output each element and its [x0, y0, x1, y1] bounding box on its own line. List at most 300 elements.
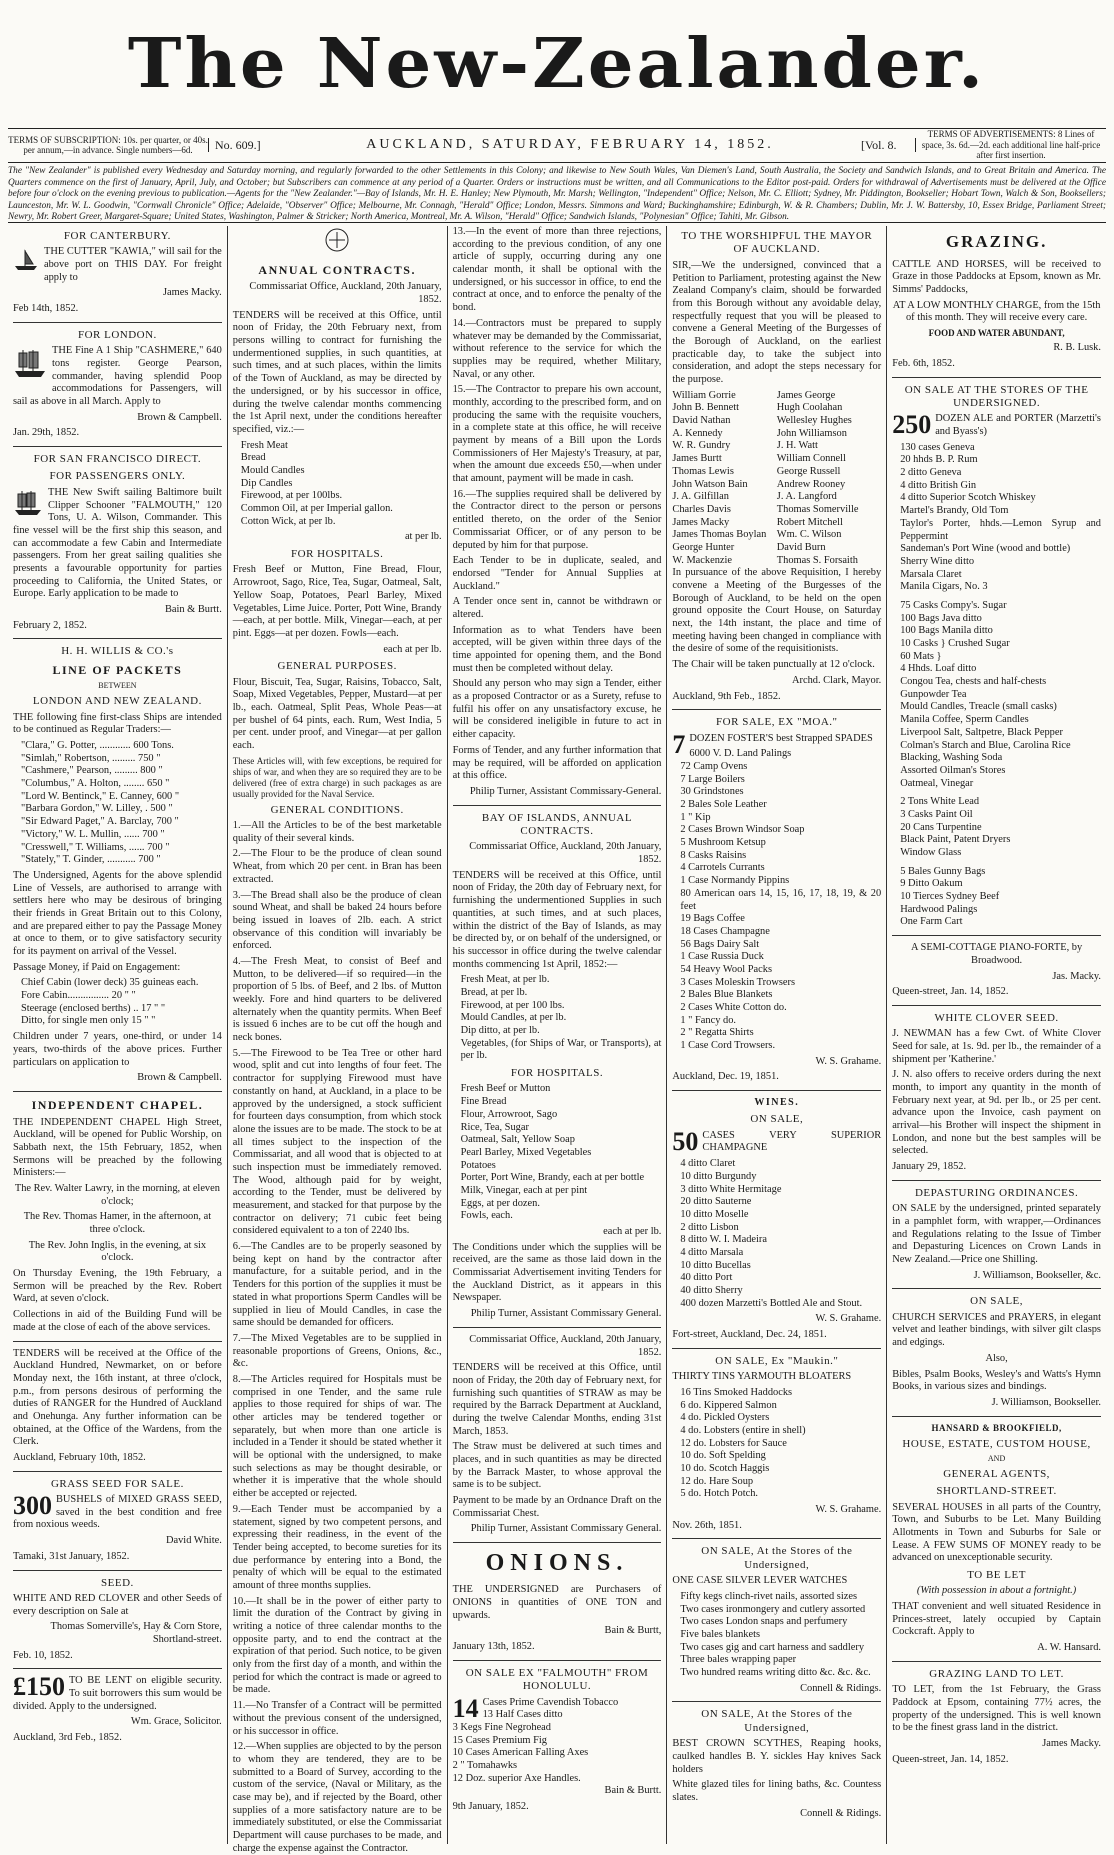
list-item: Firewood, at per 100 lbs.	[460, 999, 565, 1011]
ad-date: Auckland, 9th Feb., 1852.	[672, 690, 781, 702]
ad-signature: W. S. Grahame.	[815, 1055, 882, 1067]
list-item: 10 Cases American Falling Axes	[452, 1747, 589, 1759]
list-item: William Gorrie	[672, 389, 736, 401]
list-item: Black Paint, Patent Dryers	[900, 834, 1011, 846]
condition: 5.—The Firewood to be Tea Tree or other hard wood, split and cut into lengths of four feet. The contractor for supplying Firewood must have constantly on hand, at Auckland, in a place to be approved by the undersigned, a stock sufficient for fourteen days consumption, from which stock alone the issues are to be made. The stock to be at all times subject to the inspection of the Commissariat, and all wood that is objected to at such inspection must be immediately removed. The Wood, although paid for by weight, according to the Tender, must be delivered by measurement, and stacked for that purpose by the contractor on delivery; 71 cubic feet being considered equivalent to a ton of 2240 lbs.	[232, 1047, 442, 1237]
list-item: 4 do. Lobsters (entire in shell)	[680, 1424, 806, 1436]
ad-signature: R. B. Lusk.	[1053, 342, 1101, 354]
list-item: Eggs, at per dozen.	[460, 1197, 540, 1209]
list-item: 10 ditto Bucellas	[680, 1259, 751, 1271]
ad-text: 7 DOZEN FOSTER'S best Strapped SPADES	[672, 729, 873, 759]
list-item: James Macky	[672, 516, 730, 528]
list-item: Three bales wrapping paper	[680, 1654, 797, 1666]
ad-text: SIR,—We the undersigned, convinced that a Petition to Parliament, protesting against the New Zealand Company's claim, should be forwarded from this Borough without any avoidable delay, respectfully request that you will be pleased to convene a General Meeting of the Burgesses of the Borough of Auckland, on the earliest practicable day, to take the subject into consideration, and adopt the steps necessary for the purpose.	[672, 259, 882, 385]
list-item: "Sir Edward Paget," A. Barclay, 700 "	[21, 816, 179, 828]
ad-date: Fort-street, Auckland, Dec. 24, 1851.	[672, 1329, 827, 1341]
ad-text: CATTLE AND HORSES, will be received to Graze in those Paddocks at Epsom, known as Mr. Simms' Paddocks,	[892, 258, 1101, 296]
ad-date: Auckland, 3rd Feb., 1852.	[13, 1732, 122, 1744]
ad-heading: GRASS SEED FOR SALE.	[50, 1477, 184, 1490]
list-item: Window Glass	[900, 847, 962, 859]
list-item: "Columbus," A. Holton, ........ 650 "	[21, 778, 170, 790]
list-item: 19 Bags Coffee	[680, 913, 745, 925]
list-item: James Thomas Boylan	[672, 529, 767, 541]
list-item: 5 Mushroom Ketsup	[680, 837, 766, 849]
list-item: Potatoes	[460, 1159, 496, 1171]
list-item: "Victory," W. L. Mullin, ...... 700 "	[21, 828, 165, 840]
ship-icon	[13, 489, 43, 522]
list-item: James George	[776, 389, 836, 401]
list-item: Mould Candles, Treacle (small casks)	[900, 701, 1057, 713]
ad-signature: A. W. Hansard.	[1037, 1642, 1101, 1654]
condition: 10.—It shall be in the power of either party to limit the duration of the Contract by giving in writing a notice of three calendar months to the opposite party, and to end the contract at the expiration of that period. Such notice, to be given only from the first day of a month, and within the period for which the contract is made or agreed to be made.	[232, 1595, 442, 1696]
list-item: 2 Tons White Lead	[900, 796, 980, 808]
ad-subheading: SHORTLAND-STREET.	[936, 1485, 1057, 1498]
list-item: 2 " Regatta Shirts	[680, 1027, 754, 1039]
ad-text: TENDERS will be received at this Office, until noon of Friday, the 20th day of February next, for furnishing the undermentioned Supplies in such quantities, at such times, and at such places, within the district of the Bay of Islands, as may be directed by, or on behalf of the undersigned, or his successor in office during the twelve calendar months commencing 1st April, 1852:—	[452, 869, 662, 970]
list-item: David Burn	[776, 541, 826, 553]
fare-list	[21, 977, 222, 1028]
ship-icon	[13, 347, 47, 384]
list-item: 2 Cases White Cotton do.	[680, 1002, 787, 1014]
list-item: 30 Grindstones	[680, 786, 744, 798]
volume-number: [Vol. 8.	[861, 138, 916, 153]
rate-note: each at per lb.	[383, 643, 442, 655]
list-item: 12 do. Lobsters for Sauce	[680, 1437, 787, 1449]
list-item: Two cases gig and cart harness and saddlery	[680, 1641, 865, 1653]
ad-signature: Philip Turner, Assistant Commissary-General.	[469, 785, 662, 797]
ad-text: The Chair will be taken punctually at 12 o'clock.	[672, 659, 875, 671]
ad-text: FOOD AND WATER ABUNDANT,	[928, 328, 1065, 339]
issue-date: AUCKLAND, SATURDAY, FEBRUARY 14, 1852.	[366, 137, 774, 153]
subscription-terms: TERMS OF SUBSCRIPTION: 10s. per quarter, or 40s. per annum,—in advance. Single numbers—6d.	[8, 134, 208, 155]
ad-heading: ON SALE, Ex "Maukin."	[715, 1354, 839, 1367]
list-item: 1 Case Normandy Pippins	[680, 875, 790, 887]
list-item: 16 Tins Smoked Haddocks	[680, 1386, 793, 1398]
list-item: W. R. Gundry	[672, 440, 731, 452]
list-item: 72 Camp Ovens	[680, 760, 748, 772]
list-item: William Connell	[776, 453, 846, 465]
list-item: 3 Cases Moleskin Trowsers	[680, 976, 795, 988]
ad-office: Commissariat Office, Auckland, 20th January, 1852.	[469, 841, 662, 866]
list-item: "Barbara Gordon," W. Lilley, . 500 "	[21, 803, 173, 815]
ad-text: The Undersigned, Agents for the above splendid Line of Vessels, are authorised to arrange with settlers here who may be desirous of bringing their friends in Great Britain out to this Colony, and are prepared either to pay the Passage Money at once to them, or to give satisfactory security for its payment on arrival of the Vessel.	[13, 869, 222, 957]
list-item: 18 Cases Champagne	[680, 925, 770, 937]
list-item: 8 ditto W. I. Madeira	[680, 1234, 767, 1246]
list-item: Thomas Lewis	[672, 465, 734, 477]
list-item: Liverpool Salt, Saltpetre, Black Pepper	[900, 726, 1063, 738]
ad-text: BEST CROWN SCYTHES, Reaping hooks, caulked handles B. Y. sickles Hay knives Sack holders	[672, 1738, 882, 1775]
list-item: John Williamson	[776, 427, 847, 439]
ad-text: TENDERS will be received at this Office, until noon of Friday, the 20th day of February next, for furnishing such quantities of STRAW as may be required by the Barrack Department at Auckland, during the twelve Calendar Months, ending 31st March, 1853.	[452, 1362, 662, 1437]
list-item: Two cases ironmongery and cutlery assorted	[680, 1603, 866, 1615]
ad-heading: FOR SAN FRANCISCO DIRECT.	[33, 453, 202, 466]
ad-heading: INDEPENDENT CHAPEL.	[31, 1097, 204, 1112]
condition: 2.—The Flour to be the produce of clean sound Wheat, from which 20 per cent. in Bran has been extracted.	[232, 848, 442, 885]
ad-text: The Rev. John Inglis, in the evening, at six o'clock.	[28, 1239, 207, 1264]
ad-text: THE Fine A 1 Ship "CASHMERE," 640 tons register. George Pearson, commander, having splendid Poop accommodations for Passengers, will sail as above in all March. Apply to	[13, 345, 222, 407]
cargo-list	[680, 1591, 881, 1680]
ad-date: 9th January, 1852.	[452, 1801, 529, 1813]
list-item: Hardwood Palings	[900, 903, 978, 915]
ad-heading: BAY OF ISLANDS, ANNUAL CONTRACTS.	[481, 811, 633, 837]
ad-subheading: FOR PASSENGERS ONLY.	[49, 470, 186, 483]
ad-text: THE following fine first-class Ships are intended to be continued as Regular Traders:—	[13, 711, 222, 736]
list-item: Milk, Vinegar, each at per pint	[460, 1184, 588, 1196]
ad-text: THE UNDERSIGNED are Purchasers of ONIONS in quantities of ONE TON and upwards.	[452, 1584, 662, 1621]
list-item: J. A. Gilfillan	[672, 491, 729, 503]
ad-text: 50 CASES VERY SUPERIOR CHAMPAGNE	[672, 1126, 882, 1156]
ad-text: CHURCH SERVICES and PRAYERS, in elegant velvet and leather bindings, with silver gilt clasps and edgings.	[892, 1311, 1101, 1349]
ad-signature: James Macky.	[163, 287, 222, 299]
list-item: 6000 V. D. Land Palings	[689, 748, 792, 760]
ad-office: Commissariat Office, Auckland, 20th January, 1852.	[469, 1333, 662, 1358]
list-item: Thomas S. Forsaith	[776, 554, 858, 566]
ad-signature: Wm. Grace, Solicitor.	[130, 1716, 222, 1728]
list-item: 20 Cans Turpentine	[900, 821, 982, 833]
list-item: George Russell	[776, 465, 841, 477]
list-item: John Watson Bain	[672, 478, 748, 490]
list-item: Bread, at per lb.	[460, 986, 528, 998]
list-item: 100 Bags Manila ditto	[900, 625, 993, 637]
list-item: 2 " Tomahawks	[452, 1760, 518, 1772]
ad-text: (With possession in about a fortnight.)	[916, 1585, 1077, 1597]
list-item: 1 Case Cord Trowsers.	[680, 1040, 776, 1052]
list-item: James Burtt	[672, 453, 722, 465]
condition: Forms of Tender, and any further information that may be required, will be afforded on application at this office.	[452, 744, 662, 782]
item-list	[461, 974, 662, 1063]
ad-date: Auckland, February 10th, 1852.	[13, 1452, 146, 1463]
ad-subheading: AND	[987, 1453, 1006, 1463]
list-item: Fore Cabin................ 20 " "	[21, 990, 136, 1002]
list-item: 20 hhds B. P. Rum	[900, 454, 978, 466]
ad-text: TO LET, from the 1st February, the Grass Paddock at Epsom, containing 77½ acres, the property of the undersigned. This is well known to be the finest grass land in the district.	[892, 1684, 1101, 1734]
rate-note: each at per lb.	[603, 1226, 662, 1238]
ad-heading: ON SALE, At the Stores of the Undersigned,	[701, 1545, 853, 1571]
ad-date: January 13th, 1852.	[452, 1641, 535, 1653]
ad-heading: ANNUAL CONTRACTS.	[258, 262, 416, 277]
list-item: 2 ditto Lisbon	[680, 1221, 739, 1233]
ad-heading: ON SALE EX "FALMOUTH" FROM HONOLULU.	[465, 1666, 649, 1693]
ad-heading: TO BE LET	[967, 1568, 1026, 1581]
ad-signature: Philip Turner, Assistant Commissary General.	[470, 1308, 662, 1320]
list-item: David Nathan	[672, 415, 731, 427]
signatory-list	[672, 390, 881, 568]
ad-subheading: GENERAL AGENTS,	[943, 1467, 1050, 1480]
list-item: Fifty kegs clinch-rivet nails, assorted sizes	[680, 1590, 857, 1602]
item-list	[241, 440, 442, 529]
ad-text: THE New Swift sailing Baltimore built Clipper Schooner "FALMOUTH," 120 Tons, U. A. Wilson, Commander. This fine vessel will be the first ship this season, and can accommodate a few Cabin and Intermediate passengers. From her great sailing qualities she presents a favourable opportunity for parties proceeding to California, the United States, or Europe. Early application to be made to	[13, 486, 222, 600]
ad-subheading: BETWEEN	[98, 681, 137, 691]
list-item: 10 Tierces Sydney Beef	[900, 891, 1000, 903]
list-item: Two cases London snaps and perfumery	[680, 1616, 848, 1628]
rate-note: at per lb.	[404, 531, 442, 543]
ad-text: Children under 7 years, one-third, or under 14 years, two-thirds of the above prices. Further particulars on application to	[13, 1031, 222, 1068]
ad-heading: ON SALE,	[970, 1295, 1024, 1308]
list-item: Gunpowder Tea	[900, 688, 967, 700]
ad-date: February 2, 1852.	[13, 619, 87, 631]
list-item: Blacking, Washing Soda	[900, 752, 1003, 764]
list-item: Chief Cabin (lower deck) 35 guineas each.	[21, 977, 199, 989]
list-item: Wm. C. Wilson	[776, 529, 842, 541]
ad-text: Fresh Beef or Mutton, Fine Bread, Flour, Arrowroot, Sago, Rice, Tea, Sugar, Oatmeal, Salt, Yellow Soap, Potatoes, Pearl Barley, Mixed Vegetables, Lime Juice. Porter, Pott Wine, Brandy—each, at per bottle. Milk, Vinegar—each, at per pint. Eggs—at per dozen. Fowls—each.	[232, 564, 442, 639]
list-item: 56 Bags Dairy Salt	[680, 938, 760, 950]
condition: 13.—In the event of more than three rejections, according to the previous condition, of any one article of supply, occurring during any one calendar month, it shall be optional with the undersigned, or his successor in office, to end the contract at once, and to enforce the penalty of the bond.	[452, 226, 662, 314]
list-item: J. H. Watt	[776, 440, 818, 452]
list-item: 1 Case Russia Duck	[680, 951, 764, 963]
list-item: 2 ditto Geneva	[900, 467, 962, 479]
ad-signature: Bain & Burtt,	[604, 1625, 662, 1637]
ad-signature: W. S. Grahame.	[815, 1504, 882, 1516]
ad-text: THIRTY TINS YARMOUTH BLOATERS	[672, 1371, 852, 1383]
ad-heading: FOR HOSPITALS.	[510, 1067, 604, 1080]
ad-subheading: HOUSE, ESTATE, CUSTOM HOUSE,	[902, 1437, 1091, 1450]
ad-text: Flour, Biscuit, Tea, Sugar, Raisins, Tobacco, Salt, Soap, Mixed Vegetables, Pepper, Mustard—at per lb., each. Oatmeal, Split Peas, Whole Peas—at per bushel of 64 pints, each. Rum, West India, 5 per cent. under proof, and Vinegar—at per gallon each.	[232, 676, 442, 752]
ad-text: The Conditions under which the supplies will be received, are the same as those laid down in the Commissariat Advertisement inviting Tenders for the Auckland District, as it appears in this Newspaper.	[452, 1241, 662, 1304]
ad-heading: GENERAL CONDITIONS.	[270, 803, 404, 816]
ad-signature: Bain & Burtt.	[604, 1785, 662, 1797]
crest-icon	[233, 226, 442, 259]
list-item: 4 Carrotels Currants	[680, 862, 765, 874]
list-item: 4 ditto Marsala	[680, 1246, 744, 1258]
list-item: Sandeman's Port Wine (wood and bottle)	[900, 543, 1071, 555]
condition: 3.—The Bread shall also be the produce of clean sound Wheat, and shall be baked 24 hours before being issued in loaves of 2lb. each. A strict observance of this condition will invariably be enforced.	[232, 889, 442, 952]
list-item: Rice, Tea, Sugar	[460, 1121, 529, 1133]
list-item: 10 ditto Moselle	[680, 1208, 749, 1220]
list-item: Thomas Somerville	[776, 503, 859, 515]
list-item: Hugh Coolahan	[776, 402, 843, 414]
ad-signature: Bain & Burtt.	[164, 604, 222, 616]
list-item: 4 Hhds. Loaf ditto	[900, 663, 977, 675]
list-item: "Cashmere," Pearson, ......... 800 "	[21, 765, 163, 777]
ad-subheading: ON SALE,	[750, 1113, 804, 1126]
ad-text: TENDERS will be received at the Office of the Auckland Hundred, Newmarket, on or before Monday next, the 16th instant, at three o'clock, p.m., from persons desirous of performing the duties of RANGER for the Hundred of Auckland and Onehunga. Any further information can be obtained, at the Office of the Wardens, from the Clerk.	[13, 1347, 222, 1448]
list-item: 5 Bales Gunny Bags	[900, 865, 986, 877]
list-item: 1 " Fancy do.	[680, 1014, 737, 1026]
list-item: 10 do. Scotch Haggis	[680, 1462, 770, 1474]
list-item: 2 Cases Brown Windsor Soap	[680, 824, 805, 836]
list-item: 400 dozen Marzetti's Bottled Ale and Stout.	[680, 1297, 863, 1309]
ad-date: Nov. 26th, 1851.	[672, 1519, 742, 1531]
list-item: J. A. Langford	[776, 491, 837, 503]
list-item: 4 ditto British Gin	[900, 479, 977, 491]
condition: Should any person who may sign a Tender, either as a proposed Contractor or as a Surety, refuse to fulfil his offer on any unsatisfactory excuse, he will be considered ineligible in future to act in either capacity.	[452, 678, 662, 741]
list-item: One Farm Cart	[900, 916, 963, 928]
publisher-notice: The "New Zealander" is published every Wednesday and Saturday morning, and regularly forwarded to the other Settlements in this Colony; and likewise to New South Wales, Van Diemen's Land, South Australia, the Society and Sandwich Islands, and to Great Britain and America. The Quarters commence on the first of January, April, July, and October; but Subscribers can commence at any period of a Quarter. Orders or instructions must be written, and all Communications to the Editor post-paid. Orders for withdrawal of Advertisements must be delivered at the Office before four o'clock on the evening previous to publication.—Agents for the "New Zealander."—Bay of Islands, Mr. H. E. Hanley; New Plymouth, Mr. Marsh; Wellington, "Independent" Office; Nelson, Mr. C. Elliott; Sydney, Mr. Piddington, Bookseller; Hobart Town, Walch & Son, Booksellers; Launceston, Mr. W. L. Goodwin, "Cornwall Chronicle" Office; Adelaide, "Observer" Office; Melbourne, Mr. Connagh, "Herald" Office; London, Messrs. Simmons and Ward; Buckinghamshire; Edinburgh, W. & R. Chambers; Dublin, Mr. J. W. Battersby, 10, Essex Bridge, Parliament Street; Newry, Mr. Robert Greer, Margaret-Square; United States, Washington, Palmer & Stricker; North America, Montreal, Mr. A. Wilson, "Herald" Office; Sandwich Islands, "Polynesian" Office; Tahiti, Mr. Gibson.	[8, 166, 1106, 223]
ad-text: Collections in aid of the Building Fund will be made at the close of each of the above services.	[13, 1309, 222, 1333]
list-item: 4 do. Pickled Oysters	[680, 1412, 770, 1424]
ad-heading: GRAZING LAND TO LET.	[929, 1667, 1064, 1680]
ad-text: White glazed tiles for lining baths, &c. Countess slates.	[672, 1779, 882, 1803]
condition: A Tender once sent in, cannot be withdrawn or altered.	[452, 596, 662, 620]
list-item: Vegetables, (for Ships of War, or Transports), at per lb.	[460, 1037, 662, 1062]
ad-text: A SEMI-COTTAGE PIANO-FORTE, by Broadwood.	[911, 942, 1083, 966]
ad-heading: ONIONS.	[485, 1550, 629, 1577]
list-item: Fowls, each.	[460, 1210, 513, 1222]
cargo-list: 14 Cases Prime Cavendish Tobacco 13 Half Cases ditto 3 Kegs Fine Negrohead 15 Cases Premium Fig 10 Cases American Falling Axes 2 " Tomahawks 12 Doz. superior Axe Handles.	[453, 1697, 662, 1786]
list-item: "Simlah," Robertson, ......... 750 "	[21, 752, 161, 764]
list-item: Fresh Beef or Mutton	[460, 1083, 551, 1095]
condition: 12.—When supplies are objected to by the person to whom they are tendered, they are to be submitted to a Board of Survey, according to the custom of the service, (Naval or Military, as the case may be), and if rejected by the Board, other supplies of a more satisfactory nature are to be immediately substituted, or else the Commissariat Department will cause purchases to be made, and charge the expense against the Contractor.	[232, 1741, 442, 1854]
ad-heading: WINES.	[754, 1097, 800, 1109]
ship-list	[21, 740, 222, 867]
list-item: 60 Mats }	[900, 650, 942, 662]
list-item: 9 Ditto Oakum	[900, 878, 963, 890]
list-item: Dip ditto, at per lb.	[460, 1025, 540, 1036]
list-item: 3 ditto White Hermitage	[680, 1183, 782, 1195]
ad-text: The Straw must be delivered at such times and places, and in such quantities as may be directed by the Barrack Master, to whose approval the same is to be subject.	[452, 1441, 662, 1491]
ad-text: Bibles, Psalm Books, Wesley's and Watts's Hymn Books, in various sizes and bindings.	[892, 1368, 1101, 1393]
list-item: Bread	[240, 452, 266, 464]
ad-heading: GENERAL PURPOSES.	[277, 660, 397, 673]
column-3	[448, 226, 668, 1844]
ad-signature: James Macky.	[1042, 1737, 1101, 1749]
list-item: W. Mackenzie	[672, 554, 733, 566]
ad-signature: Archd. Clark, Mayor.	[792, 674, 882, 686]
cargo-list	[680, 748, 881, 1053]
ad-text: 300 BUSHELS of MIXED GRASS SEED, saved in the best condition and free from noxious weeds.	[13, 1491, 222, 1531]
list-item: Andrew Rooney	[776, 478, 846, 490]
list-item: "Clara," G. Potter, ............ 600 Tons.	[21, 740, 174, 751]
list-item: 40 ditto Sherry	[680, 1285, 743, 1296]
ad-heading: TO THE WORSHIPFUL THE MAYOR OF AUCKLAND.	[681, 230, 873, 256]
ad-signature: Connell & Ridings.	[800, 1807, 882, 1819]
condition: 15.—The Contractor to prepare his own account, monthly, according to the prescribed form, and on producing the same with the requisite vouchers, in a complete state at this office, he will receive payment by means of a Bill upon the Lords Commissioners of Her Majesty's Treasury, at par, when the amount due exceeds £50,—when under that amount, payment will be made in cash.	[452, 384, 662, 485]
ad-text: 250 DOZEN ALE and PORTER (Marzetti's and Byass's)	[892, 410, 1101, 440]
ad-heading: FOR HOSPITALS.	[291, 548, 384, 561]
condition: 6.—The Candles are to be properly seasoned by being kept on hand by the contractor after manufacture, for a suitable period, and in the Tenders for this portion of the supplies it must be stated in what proportions Sperm Candles will be supplied in lieu of Mould Candles, in case the same should be demanded for officers.	[232, 1241, 442, 1329]
ad-text: J. NEWMAN has a few Cwt. of White Clover Seed for sale, at 1s. 9d. per lb., the remainder of a shipment per 'Katherine.'	[892, 1028, 1101, 1065]
list-item: Fresh Meat	[240, 439, 288, 451]
column-2	[228, 226, 448, 1854]
list-item: Mould Candles, at per lb.	[460, 1012, 567, 1024]
list-item: Cotton Wick, at per lb.	[240, 515, 336, 527]
ship-icon	[13, 248, 39, 277]
list-item: Flour, Arrowroot, Sago	[460, 1108, 558, 1120]
list-item: Colman's Starch and Blue, Carolina Rice	[900, 739, 1071, 751]
cargo-list	[680, 1387, 881, 1501]
ad-heading: LINE OF PACKETS	[52, 662, 183, 677]
ad-date: Queen-street, Jan. 14, 1852.	[892, 986, 1009, 998]
condition: Information as to what Tenders have been accepted, will be given within three days of the time appointed for opening them, and the Bond must then be completed without delay.	[452, 624, 662, 674]
list-item: 10 do. Soft Spelding	[680, 1450, 766, 1462]
list-item: Manila Coffee, Sperm Candles	[900, 714, 1029, 726]
ad-signature: Jas. Macky.	[1052, 970, 1101, 982]
list-item: Mould Candles	[240, 464, 305, 476]
ad-date: Auckland, Dec. 19, 1851.	[672, 1071, 779, 1083]
condition: 7.—The Mixed Vegetables are to be supplied in reasonable proportions of Greens, Onions, &c., &c.	[232, 1332, 442, 1370]
list-item: Ditto, for single men only 15 " "	[21, 1015, 156, 1027]
masthead-title: The New-Zealander.	[127, 22, 987, 103]
list-item: Oatmeal, Vinegar	[900, 777, 974, 789]
list-item: 2 Bales Blue Blankets	[680, 989, 773, 1001]
ad-text: Payment to be made by an Ordnance Draft on the Commissariat Chest.	[452, 1495, 662, 1519]
list-item: 54 Heavy Wool Packs	[680, 963, 772, 975]
ad-heading: GRAZING.	[945, 232, 1048, 251]
ad-text: The Rev. Walter Lawry, in the morning, at eleven o'clock;	[14, 1182, 220, 1207]
list-item: 75 Casks Compy's. Sugar	[900, 599, 1007, 611]
list-item: 10 Casks } Crushed Sugar	[900, 638, 1010, 650]
ad-signature: Brown & Campbell.	[137, 411, 222, 423]
list-item: Dip Candles	[240, 477, 293, 489]
list-item: Sherry Wine ditto	[900, 555, 975, 567]
list-item: 4 ditto Superior Scotch Whiskey	[900, 492, 1036, 504]
list-item: 12 do. Hare Soup	[680, 1475, 754, 1487]
ad-signature: Philip Turner, Assistant Commissary General.	[470, 1523, 662, 1535]
column-5	[887, 226, 1106, 1844]
ad-signature: Connell & Ridings.	[800, 1682, 882, 1694]
list-item: 8 Casks Raisins	[680, 849, 747, 861]
list-item: 80 American oars 14, 15, 16, 17, 18, 19, & 20 feet	[680, 887, 882, 912]
ad-text: AT A LOW MONTHLY CHARGE, from the 15th of this month. They will receive every care.	[892, 299, 1101, 324]
column-1	[8, 226, 228, 1844]
list-item: Martel's Brandy, Old Tom	[900, 505, 1009, 517]
list-item: Fresh Meat, at per lb.	[460, 974, 550, 986]
list-item: 130 cases Geneva	[900, 441, 975, 453]
list-item: 5 do. Hotch Potch.	[680, 1488, 759, 1500]
list-item: Congou Tea, chests and half-chests	[900, 676, 1047, 688]
list-item: 4 ditto Claret	[680, 1158, 736, 1170]
ad-text: On Thursday Evening, the 19th February, a Sermon will be preached by the Rev. Robert Ward, at seven o'clock.	[13, 1268, 222, 1305]
ad-heading: WHITE CLOVER SEED.	[934, 1011, 1059, 1024]
list-item: 40 ditto Port	[680, 1272, 733, 1284]
cargo-list	[900, 442, 1101, 929]
list-item: 12 Doz. superior Axe Handles.	[452, 1772, 581, 1784]
ad-heading: FOR SALE, EX "MOA."	[716, 716, 838, 729]
ad-subheading: LONDON AND NEW ZEALAND.	[32, 695, 202, 708]
list-item: 3 Kegs Fine Negrohead	[452, 1722, 551, 1734]
ad-date: Feb 14th, 1852.	[13, 303, 79, 315]
list-item: Firewood, at per 100lbs.	[240, 490, 343, 502]
ad-text: In pursuance of the above Requisition, I hereby convene a Meeting of the Burgesses of the Borough of Auckland, to be held on the open ground opposite the Court House, on Saturday next, the 14th instant, the place and time of meeting having been changed in compliance with the desire of some of the requisitionists.	[672, 567, 882, 655]
ad-heading: FOR CANTERBURY.	[63, 230, 171, 242]
item-list	[461, 1083, 662, 1223]
list-item: Steerage (enclosed berths) .. 17 " "	[21, 1002, 166, 1014]
list-item: Robert Mitchell	[776, 516, 843, 528]
advertisement-terms: TERMS OF ADVERTISEMENTS: 8 Lines of space, 3s. 6d.—2d. each additional line half-price after first insertion.	[921, 129, 1101, 161]
list-item: 13 Half Cases ditto	[482, 1709, 563, 1721]
list-item: 7 Large Boilers	[680, 773, 745, 785]
divider	[8, 162, 1106, 163]
list-item: "Stately," T. Ginder, ........... 700 "	[21, 854, 161, 866]
list-item: 6 do. Kippered Salmon	[680, 1399, 777, 1411]
list-item: Two hundred reams writing ditto &c. &c. &c.	[680, 1667, 871, 1679]
ad-signature: David White.	[166, 1535, 222, 1547]
dateline	[8, 129, 1106, 161]
ad-subheading: Passage Money, if Paid on Engagement:	[13, 961, 181, 973]
list-item: Marsala Claret	[900, 568, 962, 580]
ad-heading: ON SALE AT THE STORES OF THE UNDERSIGNED.	[904, 383, 1089, 409]
list-item: "Lord W. Bentinck," E. Canney, 600 "	[21, 790, 180, 802]
list-item: Manila Cigars, No. 3	[900, 581, 988, 593]
condition: 1.—All the Articles to be of the best marketable quality of their several kinds.	[232, 820, 442, 844]
list-item: Taylor's Porter, hhds.—Lemon Syrup and Peppermint	[900, 517, 1101, 542]
condition: 14.—Contractors must be prepared to supply whatever may be demanded by the Commissariat, without reference to the service for which the supplies may be required, whether Military, Naval, or any other.	[452, 317, 662, 380]
list-item: A. Kennedy	[672, 427, 723, 439]
ad-text: THE INDEPENDENT CHAPEL High Street, Auckland, will be opened for Public Worship, on Sabbath next, the 15th February, 1852, when Sermons will be preached by the following Ministers:—	[13, 1116, 222, 1179]
list-item: Wellesley Hughes	[776, 415, 852, 427]
condition: 4.—The Fresh Meat, to consist of Beef and Mutton, to be delivered—if so required—in the proportion of 5 lbs. of Beef, and 2 lbs. of Mutton weekly. Fore and hind quarters to be delivered alternately when the quantity permits. When Beef is issued 6 inches are to be cut off the hough and neck bones.	[232, 955, 442, 1044]
ad-note: These Articles will, with few exceptions, be required for ships of war, and when they are so required they are to be delivered (free of extra charge) in such packages as are usually provided for the Naval Service.	[232, 755, 442, 799]
divider	[8, 222, 1106, 223]
ad-text: The Rev. Thomas Hamer, in the afternoon, at three o'clock.	[23, 1211, 212, 1235]
ad-heading: HANSARD & BROOKFIELD,	[931, 1422, 1062, 1433]
ad-date: January 29, 1852.	[892, 1161, 967, 1173]
ad-heading: ON SALE, At the Stores of the Undersigned,	[701, 1708, 853, 1734]
list-item: 3 Casks Paint Oil	[900, 808, 973, 820]
ad-text: TENDERS will be received at this Office, until noon of Friday, the 20th February next, from persons willing to contract for furnishing the undermentioned supplies, in such quantities, at such times, and at such places, within the limits of the Town of Auckland, as may be directed by the undersigned, or by his successor in office, during the twelve calendar months commencing the 1st April next, under the conditions hereafter specified, viz.:—	[232, 309, 442, 435]
condition: Each Tender to be in duplicate, sealed, and endorsed "Tender for Annual Supplies at Auckland."	[452, 555, 662, 592]
list-item: Common Oil, at per Imperial gallon.	[240, 503, 393, 514]
